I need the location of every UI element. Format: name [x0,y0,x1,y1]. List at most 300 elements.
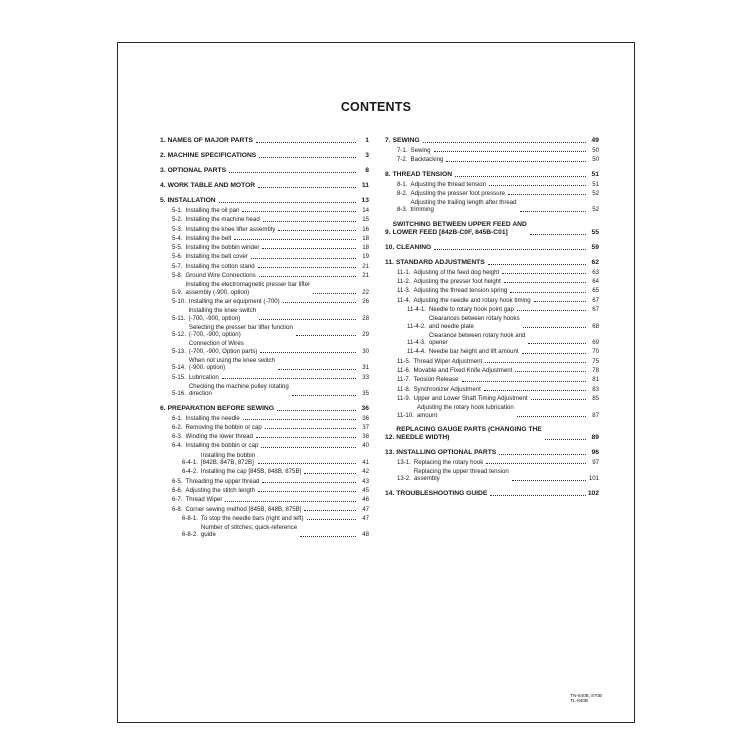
toc-entry-number: 11-3. [397,287,411,295]
toc-entry [160,478,369,485]
toc-entry-number: 6-4-2. [182,468,198,476]
toc-entry-number: 5-7. [172,262,183,270]
toc-entry-page: 11 [361,182,369,189]
toc-entry-number: 13. [385,448,395,456]
toc-entry [385,156,599,163]
toc-entry [385,137,599,145]
toc-entry-page: 41 [362,459,369,467]
dot-leader [304,473,356,474]
dot-leader [278,230,356,231]
toc-entry-number: 6-2. [172,423,183,431]
toc-entry-number: 9. [385,228,391,236]
toc-entry-number: 7-2. [397,156,408,164]
toc-entry-title: Adjusting the presser foot height [413,278,501,286]
toc-entry-title: Needle to rotary hook point gap [428,305,514,313]
toc-entry-title: Tension Release [413,376,459,384]
toc-entry [385,190,599,197]
toc-entry-title: Replacing the rotary hook [413,458,484,466]
toc-entry-page: 36 [361,404,369,412]
toc-entry-number: 11. [385,258,394,266]
dot-leader [499,454,586,455]
toc-entry [385,426,599,442]
toc-entry-page: 35 [362,390,369,398]
toc-entry-title: NAMES OF MAJOR PARTS [167,137,253,144]
dot-leader [259,276,356,277]
toc-entry [160,415,369,422]
toc-entry-title: Installing the oil pan [185,207,240,214]
dot-leader [523,327,586,328]
toc-entry-title: Upper and Lower Shaft Timing Adjustment [413,394,528,402]
toc-entry-page: 50 [592,147,599,154]
dot-leader [262,482,356,483]
toc-entry-title: Installing the needle [185,414,240,422]
toc-entry-page: 55 [591,228,599,236]
dot-leader [522,353,586,354]
toc-entry-number: 11-6. [397,367,411,375]
toc-entry-number: 5-16. [172,390,186,398]
toc-entry-number: 5-2. [172,216,183,224]
toc-entry-title: Adjusting the trailing length after thread trimming [410,199,517,214]
toc-entry-title: Adjusting the presser foot pressure [410,189,506,197]
toc-entry [160,307,369,322]
dot-leader [520,211,586,212]
toc-entry-number: 11-4-2. [407,322,426,330]
toc-entry-page: 62 [591,258,599,266]
toc-entry-title: Thread Wiper [185,496,223,504]
toc-entry-page: 16 [362,225,369,233]
toc-entry [160,524,369,539]
toc-entry-number: 6-4-1. [182,459,198,467]
toc-entry-title: TROUBLESHOOTING GUIDE [396,489,488,497]
toc-entry-number: 11-5. [397,357,411,365]
toc-entry-title: Checking the machine pulley rotating direction [188,382,289,398]
dot-leader [446,161,586,162]
dot-leader [243,419,356,420]
toc-entry [385,269,599,276]
toc-entry-page: 83 [592,385,599,393]
toc-entry-number: 2. [160,152,166,159]
toc-entry [385,244,599,252]
toc-entry-title: Adjusting the thread tension [410,180,487,188]
toc-entry-number: 14. [385,489,395,497]
toc-entry-page: 50 [592,156,599,164]
toc-entry [160,468,369,475]
toc-entry-number: 11-9. [397,394,411,402]
dot-leader [258,463,356,464]
toc-entry [160,298,369,305]
toc-entry-page: 65 [592,287,599,295]
toc-entry-number: 5-12. [172,331,186,339]
toc-entry-title: Installing the machine head [185,216,260,224]
toc-entry [160,182,369,190]
toc-entry-title: Installing the belt [185,234,232,242]
toc-entry-number: 8-1. [397,180,408,188]
toc-entry [160,226,369,233]
toc-entry-number: 10. [385,243,395,251]
toc-entry-title: Installing the bobbin or cap [185,442,259,450]
dot-leader [486,463,586,464]
toc-entry [385,332,599,347]
toc-entry [385,386,599,393]
toc-entry-title: Winding the lower thread [185,433,253,441]
toc-entry-number: 6-5. [172,477,183,485]
toc-entry-number: 11-4-3. [407,339,426,347]
toc-entry-title: Needle bar height and lift amount [428,348,519,356]
toc-entry [385,297,599,304]
model-footer: TN-840B, 870B TL-840B [570,692,602,704]
toc-entry-page: 81 [592,376,599,384]
toc-entry [385,348,599,355]
toc-entry [160,216,369,223]
toc-entry-page: 28 [362,314,369,322]
toc-entry-title: Clearances between rotary hooks and needle plate [428,315,520,330]
toc-entry-title: Installing the belt cover [185,253,248,261]
toc-entry-number: 13-1. [397,458,411,466]
toc-entry-number: 6-8. [172,505,183,513]
toc-entry [385,490,599,498]
toc-entry-number: 6-1. [172,414,183,422]
toc-entry-number: 11-10. [397,411,414,419]
toc-entry-page: 96 [591,448,599,456]
toc-entry-page: 89 [591,433,599,441]
toc-entry [385,358,599,365]
toc-entry-number: 6. [160,404,166,412]
toc-entry-page: 19 [362,253,369,261]
toc-entry-title: OPTIONAL PARTS [167,167,227,174]
toc-entry-title: Selecting the presser bar lifter function (-700, -900, option) [188,323,293,339]
dot-leader [229,172,356,173]
toc-entry [160,433,369,440]
dot-leader [304,510,356,511]
toc-entry-number: 7. [385,137,391,144]
toc-entry-title: Connection of Wires (-700, -900, Option parts) [188,340,258,355]
toc-entry [385,376,599,383]
dot-leader [434,151,586,152]
toc-entry-title: THREAD TENSION [392,170,453,178]
toc-entry [160,281,369,296]
dot-leader [504,282,586,283]
toc-entry-page: 31 [362,364,369,372]
toc-entry-number: 6-4. [172,442,183,450]
toc-entry-title: Backtacking [410,156,444,164]
toc-entry-number: 7-1. [397,147,408,154]
toc-entry-title: Number of stitches; quick-reference guide [200,524,298,539]
toc-left-column [160,137,369,539]
toc-entry-number: 5-14. [172,364,186,372]
toc-entry-title: Clearance between rotary hook and opener [428,331,526,347]
toc-entry-title: Installing the air equipment (-700) [188,297,280,305]
dot-leader [531,399,586,400]
toc-entry-title: Installing the electromagnetic presser bar lifter assembly (-900, option) [185,281,311,296]
toc-entry-title: Adjusting the stitch length [185,486,255,494]
dot-leader [222,378,356,379]
toc-entry [160,496,369,503]
toc-entry-title: Installing the knee lifter assembly [185,225,276,233]
dot-leader [512,480,586,481]
dot-leader [261,447,356,448]
toc-entry [385,147,599,154]
toc-entry [160,405,369,413]
toc-entry-number: 8-2. [397,189,408,197]
toc-entry [160,167,369,175]
toc-entry [160,263,369,270]
toc-entry-page: 63 [592,268,599,276]
toc-entry-number: 4. [160,182,166,189]
toc-entry-title: STANDARD ADJUSTMENTS [395,258,485,266]
toc-entry [160,235,369,242]
toc-entry-title: MACHINE SPECIFICATIONS [167,152,257,159]
dot-leader [510,292,586,293]
toc-entry-page: 18 [362,244,369,252]
manual-page [117,42,635,723]
toc-entry [385,449,599,457]
toc-entry-page: 21 [362,262,369,270]
dot-leader [259,157,356,158]
dot-leader [292,395,356,396]
toc-entry [385,287,599,294]
toc-entry-number: 5-3. [172,225,183,233]
toc-entry [385,199,599,214]
toc-entry-title: Installing the bobbin [842B, 847B, 872B] [200,451,256,467]
toc-entry-number: 6-3. [172,433,183,441]
dot-leader [258,187,356,188]
toc-entry-page: 47 [362,505,369,513]
toc-entry-page: 45 [362,486,369,494]
dot-leader [258,491,356,492]
toc-entry-number: 5-13. [172,347,186,355]
dot-leader [242,211,356,212]
toc-entry-number: 3. [160,167,166,174]
toc-entry-number: 11-1. [397,268,411,276]
toc-entry-page: 52 [592,189,599,197]
toc-entry-page: 47 [362,514,369,522]
toc-entry-number: 8. [385,170,391,178]
dot-leader [484,390,586,391]
toc-entry-page: 15 [362,216,369,224]
toc-entry-page: 37 [362,423,369,431]
dot-leader [278,369,356,370]
toc-entry [160,442,369,449]
toc-entry [160,152,369,160]
toc-entry [160,340,369,355]
toc-entry-title: Adjusting the thread tension spring [413,287,508,295]
toc-entry-page: 52 [592,206,599,214]
dot-leader [517,416,586,417]
toc-entry-title: REPLACING GAUGE PARTS (CHANGING THE NEEDLE WIDTH) [396,425,542,441]
toc-entry-title: Installing the knee switch (-700, -900, option) [188,307,257,322]
toc-entry [385,315,599,330]
toc-entry-page: 13 [361,197,369,204]
toc-entry-page: 40 [362,442,369,450]
toc-entry-number: 6-7. [172,496,183,504]
toc-entry [385,278,599,285]
toc-entry-page: 49 [591,137,599,144]
toc-entry-title: Thread Wiper Adjustment [413,357,483,365]
dot-leader [256,142,356,143]
page-title: CONTENTS [340,100,412,114]
dot-leader [485,362,586,363]
toc-entry-page: 22 [362,288,369,296]
toc-entry [160,506,369,513]
toc-entry-title: CLEANING [396,243,432,251]
toc-entry-title: SEWING [392,137,420,144]
toc-entry-title: Lubrication [188,373,219,381]
dot-leader [265,428,356,429]
toc-entry-number: 5-4. [172,234,183,242]
toc-entry [385,395,599,402]
toc-entry-page: 42 [362,468,369,476]
toc-entry-title: PREPARATION BEFORE SEWING [167,404,274,412]
toc-entry [160,207,369,214]
toc-entry-page: 3 [365,152,369,159]
toc-right-column [385,137,599,498]
dot-leader [313,293,356,294]
toc-entry-title: Threading the upper thread [185,477,260,485]
dot-leader [225,501,356,502]
dot-leader [434,249,586,250]
dot-leader [219,202,356,203]
toc-entry [160,272,369,279]
toc-entry-title: Sewing [410,147,431,154]
toc-entry-page: 97 [592,458,599,466]
toc-entry-title: Installing the bobbin winder [185,244,260,252]
dot-leader [462,381,587,382]
toc-entry-title: INSTALLATION [167,197,216,204]
toc-entry-number: 5-1. [172,207,183,214]
toc-entry-page: 68 [592,322,599,330]
toc-entry-page: 101 [588,475,599,483]
toc-entry-page: 75 [592,357,599,365]
dot-leader [260,352,356,353]
toc-entry-number: 5-6. [172,253,183,261]
toc-entry-page: 21 [362,272,369,280]
dot-leader [502,273,586,274]
toc-entry-page: 30 [362,347,369,355]
toc-entry [385,468,599,483]
toc-entry [160,383,369,398]
toc-entry-page: 1 [365,137,369,144]
dot-leader [515,371,586,372]
toc-entry-number: 5. [160,197,166,204]
toc-entry-number: 11-2. [397,278,411,286]
toc-entry-page: 64 [592,278,599,286]
dot-leader [307,519,356,520]
toc-entry-title: To stop the needle bars (right and left) [200,514,304,522]
dot-leader [256,437,356,438]
toc-entry [160,324,369,339]
dot-leader [263,221,356,222]
toc-entry-title: Adjusting of the feed dog height [413,268,500,276]
toc-entry [160,374,369,381]
toc-entry-number: 11-8. [397,385,411,393]
toc-entry [160,197,369,205]
dot-leader [259,319,356,320]
dot-leader [508,194,586,195]
toc-entry [160,253,369,260]
toc-entry-number: 11-4-4. [407,348,426,356]
toc-entry [385,171,599,179]
toc-entry-page: 36 [362,414,369,422]
toc-entry-title: SWITCHING BETWEEN UPPER FEED AND LOWER FEED [842B-C0F, 845B-C01] [392,220,527,236]
dot-leader [300,536,356,537]
toc-entry-title: Adjusting the needle and rotary hook timing [413,296,531,304]
toc-entry [385,306,599,313]
toc-entry-number: 13-2. [397,475,411,483]
toc-entry-page: 8 [365,167,369,174]
toc-entry-number: 11-7. [397,376,411,384]
dot-leader [517,310,586,311]
toc-entry-page: 70 [592,348,599,356]
toc-entry-page: 67 [592,296,599,304]
toc-entry-title: WORK TABLE AND MOTOR [167,182,256,189]
dot-leader [490,495,586,496]
toc-entry-number: 6-6. [172,486,183,494]
toc-entry-page: 18 [362,234,369,242]
dot-leader [251,258,356,259]
dot-leader [283,302,356,303]
toc-entry-number: 5-15. [172,373,186,381]
toc-entry-page: 102 [587,489,599,497]
toc-entry-number: 12. [385,433,395,441]
dot-leader [530,234,586,235]
toc-entry-title: Corner sewing method [845B, 848B, 875B] [185,505,302,513]
toc-entry-page: 78 [592,367,599,375]
dot-leader [534,301,586,302]
toc-entry-title: Ground Wire Connections [185,272,256,280]
dot-leader [234,239,356,240]
toc-entry-number: 6-8-2. [182,531,198,539]
toc-entry-number: 5-5. [172,244,183,252]
toc-entry-page: 46 [362,496,369,504]
toc-entry-title: Installing the cotton stand [185,262,255,270]
toc-entry-title: INSTALLING OPTIONAL PARTS [396,448,497,456]
toc-entry [385,459,599,466]
toc-entry-page: 67 [592,305,599,313]
toc-entry-number: 6-8-1. [182,514,198,522]
toc-entry-page: 85 [592,394,599,402]
dot-leader [262,248,356,249]
toc-entry-page: 33 [362,373,369,381]
toc-entry-title: Adjusting the rotary hook lubrication amount [416,404,514,419]
toc-entry-page: 43 [362,477,369,485]
toc-entry-number: 1. [160,137,166,144]
toc-entry-title: Replacing the upper thread tension assembly [413,468,509,483]
dot-leader [423,142,586,143]
toc-entry-page: 14 [362,207,369,214]
toc-entry-page: 29 [362,331,369,339]
toc-entry-number: 5-8. [172,272,183,280]
toc-entry [160,137,369,145]
toc-entry-page: 38 [362,433,369,441]
dot-leader [545,439,586,440]
toc-entry-title: Movable and Fixed Knife Adjustment [413,367,513,375]
dot-leader [296,335,356,336]
toc-entry-page: 87 [592,411,599,419]
toc-entry [385,259,599,267]
toc-entry [160,244,369,251]
toc-entry [160,515,369,522]
toc-entry [160,424,369,431]
toc-entry [160,357,369,372]
dot-leader [489,185,586,186]
toc-entry-page: 51 [592,180,599,188]
toc-entry [385,367,599,374]
toc-entry-number: 5-9. [172,288,183,296]
dot-leader [258,267,356,268]
toc-entry [160,487,369,494]
toc-entry-page: 59 [591,243,599,251]
toc-entry-number: 8-3. [397,206,408,214]
